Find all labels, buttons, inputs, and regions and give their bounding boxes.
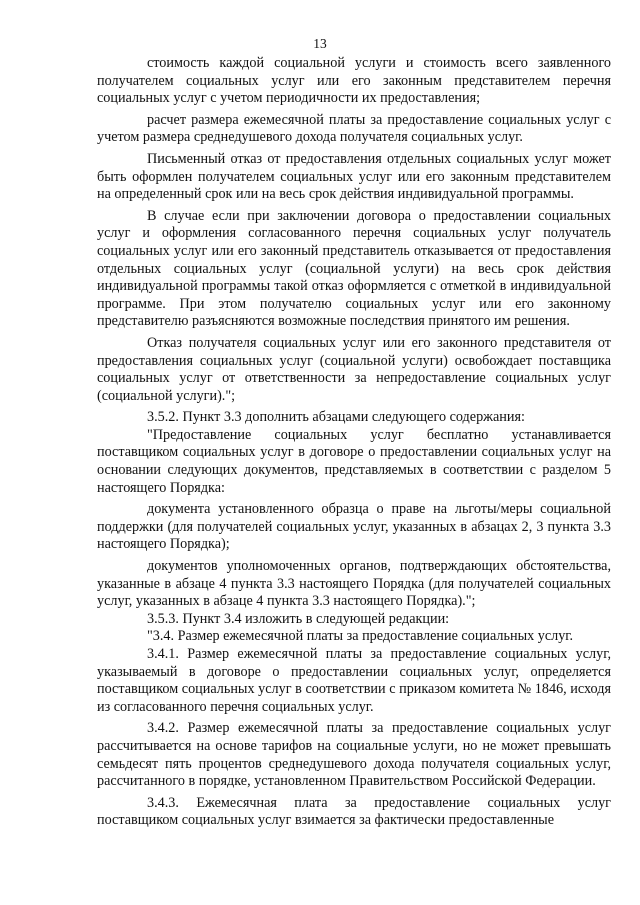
paragraph: документа установленного образца о праве на льготы/меры социальной поддержки (для получателей социальных услуг, указанных в абзацах 2, 3 пункта 3.3 настоящего Порядка); — [97, 501, 611, 553]
document-body — [97, 55, 611, 830]
paragraph: 3.4.3. Ежемесячная плата за предоставление социальных услуг поставщиком социальных услуг взимается за фактически предоставленные — [97, 794, 611, 829]
paragraph: расчет размера ежемесячной платы за предоставление социальных услуг с учетом размера среднедушевого дохода получателя социальных услуг. — [97, 111, 611, 146]
paragraph: В случае если при заключении договора о предоставлении социальных услуг и оформления согласованного перечня социальных услуг получатель социальных услуг или его законный представитель отказывается от предоставления отдельных социальных услуг (социальной услуги) на весь срок действия индивидуальной программы такой отказ оформляется с отметкой в индивидуальной программе. При этом получателю социальных услуг или его законному представителю разъясняются возможные последствия принятого им решения. — [97, 207, 611, 330]
paragraph: "Предоставление социальных услуг бесплатно устанавливается поставщиком социальных услуг в договоре о предоставлении социальных услуг на основании следующих документов, представляемых в соответствии с разделом 5 настоящего Порядка: — [97, 426, 611, 496]
paragraph: 3.4.1. Размер ежемесячной платы за предоставление социальных услуг, указываемый в договоре о предоставлении социальных услуг, определяется поставщиком социальных услуг в соответствии с приказом комитета № 1846, исходя из согласованного перечня социальных услуг. — [97, 646, 611, 715]
paragraph: Отказ получателя социальных услуг или его законного представителя от предоставления социальных услуг (социальной услуги) освобождает поставщика социальных услуг от ответственности за непредоставление социальных услуг (социальной услуги)."; — [97, 334, 611, 404]
paragraph: документов уполномоченных органов, подтверждающих обстоятельства, указанные в абзаце 4 пункта 3.3 настоящего Порядка (для получателей социальных услуг, указанных в абзаце 4 пункта 3.3 настоящего Порядка)."; — [97, 558, 611, 610]
paragraph: 3.5.2. Пункт 3.3 дополнить абзацами следующего содержания: — [147, 409, 525, 426]
paragraph: стоимость каждой социальной услуги и стоимость всего заявленного получателем социальных услуг или его законным представителем перечня социальных услуг с учетом периодичности их предоставления; — [97, 55, 611, 107]
paragraph: "3.4. Размер ежемесячной платы за предоставление социальных услуг. — [147, 628, 574, 645]
paragraph: 3.5.3. Пункт 3.4 изложить в следующей редакции: — [147, 610, 450, 627]
paragraph: 3.4.2. Размер ежемесячной платы за предоставление социальных услуг рассчитывается на основе тарифов на социальные услуги, но не может превышать семьдесят пять процентов среднедушевого дохода получателя социальных услуг, рассчитанного в порядке, установленном Правительством Российской Федерации. — [97, 720, 611, 790]
paragraph: Письменный отказ от предоставления отдельных социальных услуг может быть оформлен получателем социальных услуг или его законным представителем на определенный срок или на весь срок действия индивидуальной программы. — [97, 150, 611, 203]
page-number: 13 — [313, 36, 327, 51]
